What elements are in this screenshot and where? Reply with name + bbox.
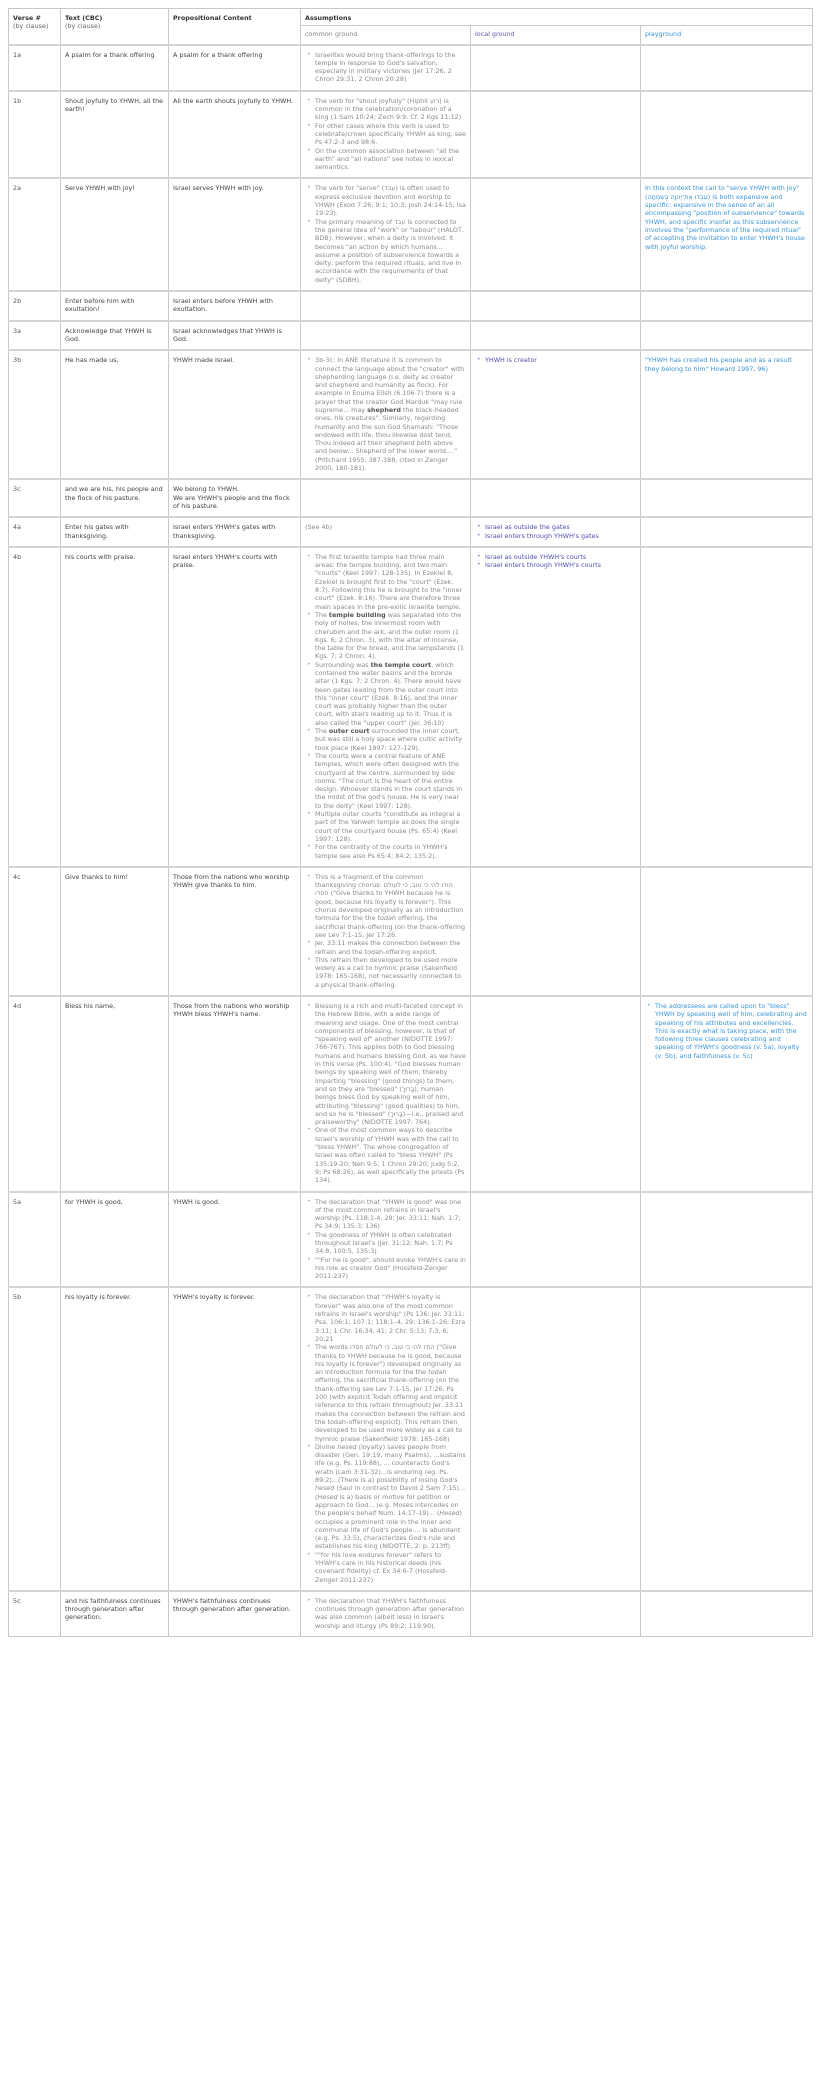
local-ground-cell [471,547,641,867]
list-item: • One of the most common ways to describe Israel's worship of YHWH was with the call to "bless YHWH". The whole congregation of Israel was often called to "bless YHWH" (Ps 135:19-20; Neh 9:5; 1 Chron 29:20; Judg 5:2, 9; Ps 68:26), as well specifically the priests (Ps 134). [315,1126,466,1184]
common-list [305,97,466,172]
proposition-line: Israel serves YHWH with joy. [173,184,264,193]
playground-cell [641,547,813,867]
proposition-line: Those from the nations who worship YHWH give thanks to him. [173,872,290,890]
text-cell: Give thanks to him! [61,867,169,996]
header-common-ground: common ground [301,26,471,45]
list-item: • Multiple outer courts "constitute as integral a part of the Yahweh temple as does the single court of the courtyard house (Ps. 65:4) (Keel 1997: 128). [315,810,466,843]
proposition-line: A psalm for a thank offering [173,50,263,59]
propositional-content-cell [169,547,301,867]
proposition-line: YHWH's loyalty is forever. [173,1293,255,1302]
play-list [645,1002,808,1060]
list-item: • The verb for "serve" (עבד) is often used to express exclusive devotion and worship to YHWH (Exod 7:26; 9:1; 10:3; Josh 24:14-15; Isa 19:23). [315,184,466,217]
proposition-line: Israel enters YHWH's courts with praise. [173,552,278,570]
playground-cell [641,178,813,291]
propositional-content-cell [169,1287,301,1590]
local-ground-cell [471,1192,641,1288]
propositional-content-cell [169,321,301,351]
common-ground-cell [301,547,471,867]
verse-cell: 3b [9,350,61,479]
common-ground-cell [301,1192,471,1288]
local-ground-cell [471,45,641,91]
common-list [305,1597,466,1630]
common-list [305,184,466,284]
list-item: • This is a fragment of the common thanksgiving chorus: הודו להי כי טוב, כי לעולם חסדו ("Give thanks to YHWH because he is good, because his loyalty is forever"). This chorus developed originally as an introduction formula for the the todah offering, the sacrificial thank-offering (on the thank-offering see Lev 7:1-15, Jer 17:26. [315,873,466,939]
list-item: • ""For he is good", should evoke YHWH's care in his role as creator God" (Hossfeld-Zenger 2011:237) [315,1256,466,1281]
common-ground-cell [301,1287,471,1590]
list-item: • On the common association between "all the earth" and "all nations" see notes in lexical semantics. [315,147,466,172]
proposition-line: YHWH made Israel. [173,356,235,365]
list-item: • Blessing is a rich and multi-faceted concept in the Hebrew Bible, with a wide range of meaning and usage. One of the most central components of blessing, however, is that of "speaking well of" another (NIDOTTE 1997: 766-767). This applies both to God blessing humans and humans blessing God, as we have in this verse (Ps. 100:4). "God blesses human beings by speaking well of them, thereby imparting "blessing" (good things) to them, and so they are "blessed" (בָּרוּךְ); human beings bless God by speaking well of him, attributing "blessing" (good qualities) to him, and so he is "blessed" (בָּרוּךְ)—i.e., praised and praiseworthy" (NIDOTTE 1997: 764). [315,1002,466,1126]
propositional-content-cell [169,996,301,1192]
header-verse-title: Verse # [13,14,41,22]
text-cell: He has made us, [61,350,169,479]
text-cell: Enter his gates with thanksgiving. [61,517,169,547]
table-row [9,479,813,517]
playground-cell [641,1192,813,1288]
list-item: • The outer court surrounded the inner court, but was still a holy space where cultic activity took place (Keel 1997: 127-129). [315,727,466,752]
common-ground-cell [301,350,471,479]
proposition-line: YHWH is good. [173,1197,220,1206]
common-list [305,1293,466,1583]
local-ground-cell [471,1591,641,1637]
common-ground-cell [301,867,471,996]
playground-cell [641,91,813,179]
playground-cell [641,1287,813,1590]
playground-cell [641,517,813,547]
verse-cell: 1b [9,91,61,179]
list-item: • The courts were a central feature of ANE temples, which were often designed with the courtyard at the centre, surrounded by side rooms. "The court is the heart of the entire design. Whoever stands in the court stands in the midst of the god's house. He is very near to the deity" (Keel 1997: 128). [315,752,466,810]
common-ground-cell [301,996,471,1192]
playground-cell [641,1591,813,1637]
playground-cell [641,996,813,1192]
local-ground-cell [471,350,641,479]
verse-cell: 1a [9,45,61,91]
common-list [305,553,466,860]
propositional-content-cell [169,178,301,291]
common-list [305,1198,466,1281]
verse-cell: 4d [9,996,61,1192]
table-row [9,517,813,547]
local-ground-cell [471,479,641,517]
text-cell: Enter before him with exultation! [61,291,169,321]
header-propositional-content: Propositional Content [169,9,301,45]
text-cell: his loyalty is forever. [61,1287,169,1590]
text-cell: his courts with praise. [61,547,169,867]
local-ground-cell [471,291,641,321]
table-row [9,321,813,351]
list-item: • For the centrality of the courts in YHWH's temple see also Ps 65:4; 84:2; 135:2). [315,843,466,860]
common-ground-cell [301,91,471,179]
header-text [61,9,169,45]
local-list [475,356,636,364]
local-ground-cell [471,91,641,179]
common-list [305,1002,466,1185]
list-item: • Jer. 33:11 makes the connection between the refrain and the todah-offering explicit. [315,939,466,956]
list-item: • Divine hesed (loyalty) saves people from disaster (Gen. 19:19, many Psalms), ...sustains life (e.g. Ps. 119:88), ... counteracts God's wrath (Lam 3:31-32)...is enduring (eg. Ps. 89:2)...(There is a) possibility of losing God's hesed (Saul in contrast to David 2 Sam 7:15)... (Hesed is a) basis or motive for petition or approach to God... (e.g. Moses intercedes on the people's behalf Num. 14:17-19)... (Hesed) occupies a prominent role in the inner and communal life of God's people.... is abundant (e.g. Ps. 33:5), characterizes God's rule and establishes his king (NIDOTTE, 2: p. 213ff) [315,1443,466,1551]
text-cell: Bless his name, [61,996,169,1192]
proposition-line: All the earth shouts joyfully to YHWH. [173,96,294,105]
proposition-line: Israel enters before YHWH with exultation. [173,297,273,314]
header-verse [9,9,61,45]
verse-cell: 4b [9,547,61,867]
header-text-sub: (by clause) [65,22,101,31]
common-ground-cell [301,479,471,517]
list-item: • For other cases where this verb is used to celebrate/crown specifically YHWH as king, see Ps 47:2-3 and 98:6. [315,122,466,147]
verse-cell: 5c [9,1591,61,1637]
list-item: • The temple building was separated into the holy of holies, the innermost room with cherubim and the ark, and the outer room (1 Kgs. 6; 2 Chron. 3), with the altar of incense, the table for the bread, and the lampstands (1 Kgs. 7; 2 Chron. 4). [315,611,466,661]
list-item: • The verb for "shout joyfully" (Hiphil רוע) is common in the celebration/coronation of a king (1 Sam 10:24; Zech 9:9. Cf. 2 Kgs 11:12) [315,97,466,122]
header-local-ground: local ground [471,26,641,45]
common-ground-cell [301,45,471,91]
propositional-content-cell [169,350,301,479]
list-item: • The declaration that YHWH's faithfulness continues through generation after generation was also common (albeit less) in Israel's worship and liturgy (Ps 89:2; 119:90). [315,1597,466,1630]
verse-cell: 5b [9,1287,61,1590]
propositional-content-cell [169,867,301,996]
propositional-content-cell [169,1192,301,1288]
list-item: • The declaration that "YHWH is good" was one of the most common refrains in Israel's worship (Ps. 118:1-4, 29; Jer. 33:11; Nah. 1:7; Ps 34:9; 135:3; 136) [315,1198,466,1231]
verse-cell: 5a [9,1192,61,1288]
list-item: • The goodness of YHWH is often celebrated throughout Israel's (Jer. 31:12; Nah. 1:7; Ps 34:8, 100:5, 135:3) [315,1231,466,1256]
list-item: • Israel enters through YHWH's gates [485,532,636,540]
table-row [9,1287,813,1590]
playground-cell [641,350,813,479]
list-item: • Israel as outside YHWH's courts [485,553,636,561]
header-text-title: Text (CBC) [65,14,103,22]
propositional-content-cell [169,291,301,321]
list-item: • Israel as outside the gates [485,523,636,531]
header-assumptions: Assumptions [301,9,813,26]
local-ground-cell [471,996,641,1192]
local-ground-cell [471,1287,641,1590]
local-ground-cell [471,321,641,351]
text-cell: for YHWH is good, [61,1192,169,1288]
list-item: • The first Israelite temple had three main areas: the temple building, and two main "courts" (Keel 1997: 128-135). In Ezekiel 8, Ezekiel is brought first to the "court" (Ezek. 8:7). Following this he is brought to the "inner court" (Ezek. 8:16). There are therefore three main spaces in the pre-exilic Israelite temple. [315,553,466,611]
proposition-line: We are YHWH's people and the flock of his pasture. [173,493,290,510]
psalm-analysis-table [8,8,813,1637]
proposition-line: Israel acknowledges that YHWH is God. [173,326,282,343]
verse-cell: 4a [9,517,61,547]
verse-cell: 2a [9,178,61,291]
propositional-content-cell [169,45,301,91]
list-item: • The declaration that "YHWH's loyalty is forever" was also one of the most common refrains in Israel's worship" (Ps 136; Jer. 33:11; Psa. 106:1; 107:1; 118:1–4, 29; 136:1–26; Ezra 3:11; 1 Chr. 16:34, 41; 2 Chr. 5:13; 7:3, 6; 20:21 [315,1293,466,1343]
table-row [9,91,813,179]
text-cell: and his faithfulness continues through generation after generation. [61,1591,169,1637]
local-ground-cell [471,517,641,547]
table-row [9,45,813,91]
propositional-content-cell [169,1591,301,1637]
list-item: • The words הודו להי כי טוב, כי לעולם חסדו ("Give thanks to YHWH because he is good, because his loyalty is forever") developed originally as an introduction formula for the the todah offering, the sacrificial thank-offering (on the thank-offering see Lev 7:1-15, Jer 17:26. Ps 100 (with explicit Todah offering and implicit reference to this refrain throughout) Jer. 33:11 makes the connection between the refrain and the todah-offering explicit). This refrain then developed to be used more widely as a call to hymnic praise (Sakenfield 1978: 165-168) [315,1343,466,1443]
list-item: • YHWH is creator [485,356,636,364]
common-list [305,873,466,989]
common-ground-cell [301,1591,471,1637]
list-item: • ""for his love endures forever" refers to YHWH's care in his historical deeds (his covenant fidelity) cf. Ex 34:6-7 (Hossfeld-Zenger 2011:237) [315,1551,466,1584]
common-ground-cell [301,291,471,321]
common-list [305,51,466,84]
proposition-line: We belong to YHWH. [173,485,239,494]
table-row [9,867,813,996]
playground-cell [641,291,813,321]
play-text: In this context the call to "serve YHWH with joy" (עִבְדוּ אֶת־יְהוָה בְּשִׂמְחָה) is both expansive and specific: expansive in the sense of an all encompassing "position of subservience" towards YHWH, and specific insofar as this subservience involves the "performance of the required ritual" of accepting the invitation to enter YHWH's house with joyful worship. [645,184,805,251]
list-item: • The primary meaning of עבד is connected to the general idea of "work" or "labour" (HALOT, BDB). However, when a deity is involved, it becomes "an action by which humans... assume a position of subservience towards a deity, perform the required rituals, and live in accordance with the requirements of that deity" (SDBH). [315,218,466,284]
propositional-content-cell [169,517,301,547]
playground-cell [641,867,813,996]
common-ground-cell [301,517,471,547]
text-cell: Serve YHWH with joy! [61,178,169,291]
common-text: (See 4b) [305,523,333,532]
list-item: • This refrain then developed to be used more widely as a call to hymnic praise (Sakenfield 1978: 165-168), not necessarily connected to a physical thank-offering. [315,956,466,989]
text-cell: and we are his, his people and the flock of his pasture. [61,479,169,517]
proposition-line: Those from the nations who worship YHWH bless YHWH's name. [173,1001,290,1019]
list-item: • The addressees are called upon to "bless" YHWH by speaking well of him, celebrating and speaking of his attributes and excellencies. This is exactly what is taking place, with the following three clauses celebrating and speaking of YHWH's goodness (v. 5a), loyalty (v. 5b), and faithfulness (v. 5c) [655,1002,808,1060]
list-item: • Israel enters through YHWH's courts [485,561,636,569]
list-item: • Surrounding was the temple court, which contained the water basins and the bronze altar (1 Kgs. 7; 2 Chron. 4). There would have been gates leading from the outer court into this "inner court" (Ezek. 8:16), and the inner court was probably higher than the outer court, with stairs leading up to it. Thus it is also called the "upper court" (Jer. 36:10) [315,661,466,727]
text-cell: A psalm for a thank offering [61,45,169,91]
header-playground: playground [641,26,813,45]
table-row [9,178,813,291]
proposition-line: YHWH's faithfulness continues through generation after generation. [173,1596,291,1614]
proposition-line: Israel enters YHWH's gates with thanksgiving. [173,523,276,540]
table-row [9,1591,813,1637]
verse-cell: 3c [9,479,61,517]
text-cell: Acknowledge that YHWH is God. [61,321,169,351]
list-item: • Israelites would bring thank-offerings to the temple in response to God's salvation, especially in military victories (Jer 17:26, 2 Chron 29:31, 2 Chron 20:28) [315,51,466,84]
verse-cell: 2b [9,291,61,321]
common-ground-cell [301,178,471,291]
verse-cell: 4c [9,867,61,996]
table-row [9,547,813,867]
playground-cell [641,479,813,517]
common-list [305,356,466,472]
header-verse-sub: (by clause) [13,22,49,31]
common-ground-cell [301,321,471,351]
playground-cell [641,321,813,351]
local-list [475,553,636,570]
playground-cell [641,45,813,91]
verse-cell: 3a [9,321,61,351]
propositional-content-cell [169,479,301,517]
local-ground-cell [471,867,641,996]
list-item: • 3b-3c: In ANE literature it is common to connect the language about the "creator" with shepherding language (i.e. deity as creator and shepherd and humanity as flock). For example in Enuma Elish (6.106-7) there is a prayer that the creator God Marduk "may rule supreme... may shepherd the black-headed ones, his creatures". Similarly, regarding humanity and the sun God Shamash: "Those endowed with life, thou likewise dost tend; Thou indeed art their shepherd both above and below... Shepherd of the lower world...." (Pritchard 1955, 387-388, cited in Zenger 2000, 180-181). [315,356,466,472]
play-text: "YHWH has created his people and as a result they belong to him" Howard 1997, 96) [645,356,792,373]
local-ground-cell [471,178,641,291]
local-list [475,523,636,540]
propositional-content-cell [169,91,301,179]
table-row [9,996,813,1192]
text-cell: Shout joyfully to YHWH, all the earth! [61,91,169,179]
table-row [9,1192,813,1288]
table-row [9,291,813,321]
header-row-main [9,9,813,26]
table-row [9,350,813,479]
table-body [9,45,813,1637]
